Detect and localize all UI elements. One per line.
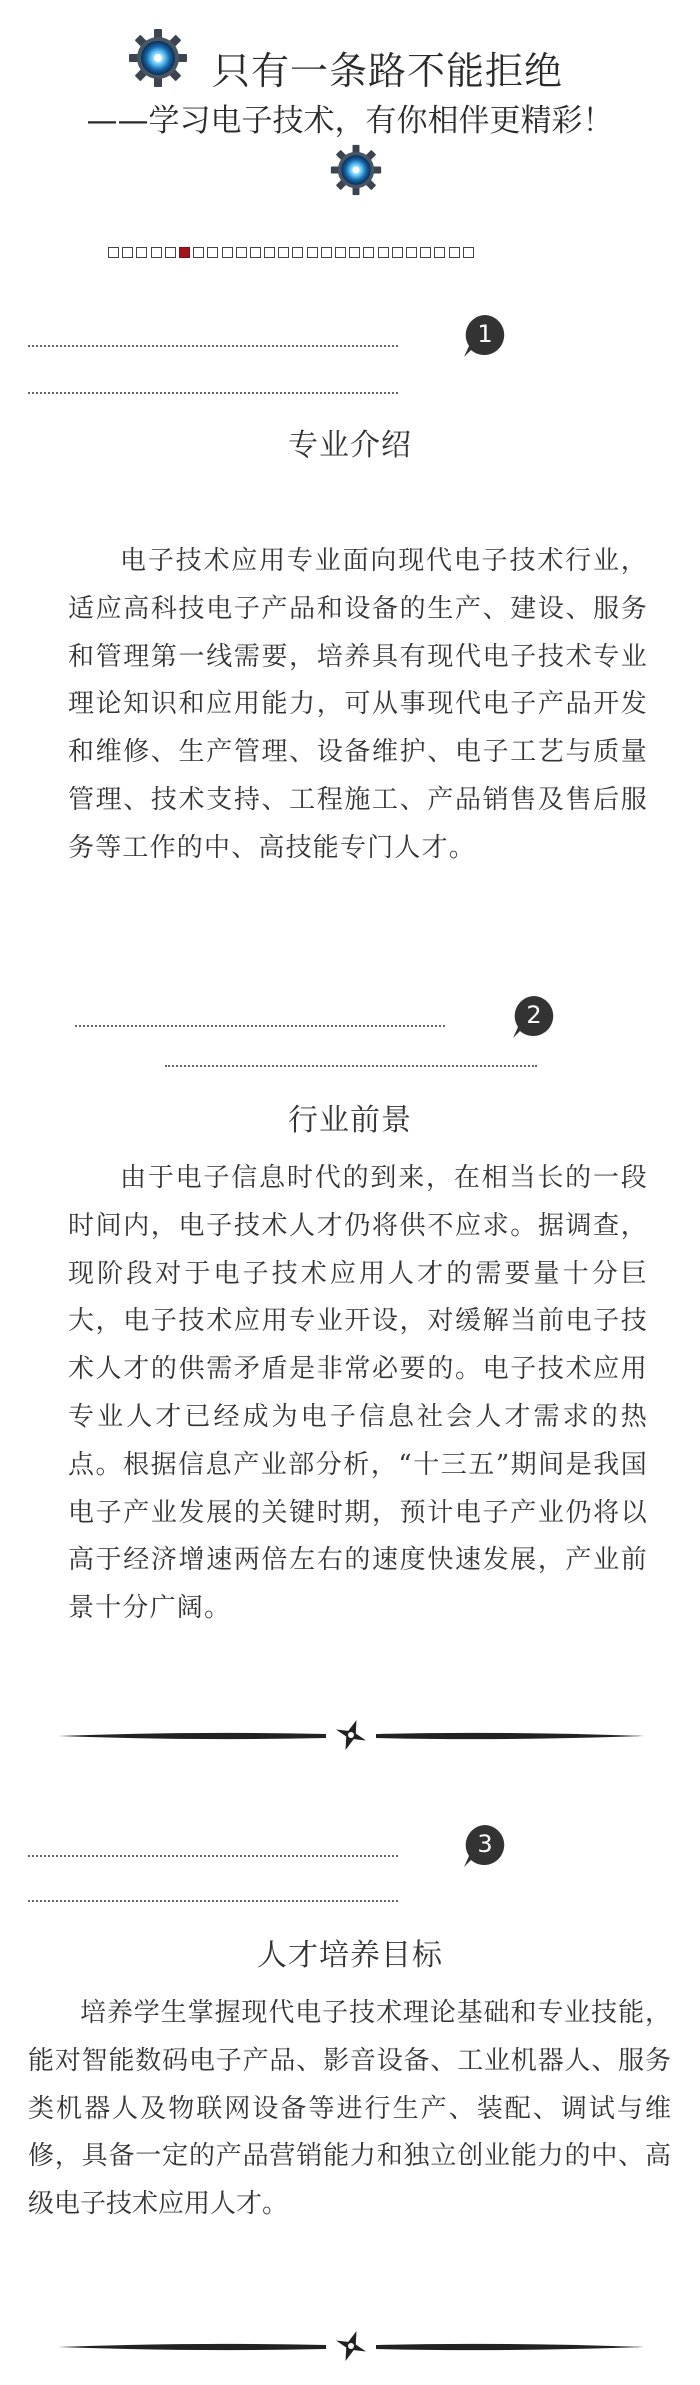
progress-dot: [236, 247, 247, 258]
progress-dot: [151, 247, 162, 258]
progress-dot: [250, 247, 261, 258]
dotted-divider: [75, 1025, 445, 1027]
progress-dot: [278, 247, 289, 258]
progress-dot: [193, 247, 204, 258]
page-title: 只有一条路不能拒绝: [212, 49, 564, 93]
small-gear-icon: [330, 144, 382, 196]
progress-dot: [222, 247, 233, 258]
progress-dot: [463, 247, 474, 258]
section-number-badge: [511, 994, 557, 1040]
dotted-divider: [28, 1900, 398, 1902]
progress-dot: [420, 247, 431, 258]
progress-dot: [406, 247, 417, 258]
progress-dot: [335, 247, 346, 258]
progress-dot: [392, 247, 403, 258]
progress-dot: [108, 247, 119, 258]
section-number: 2: [526, 1001, 542, 1029]
section-number: 3: [477, 1830, 493, 1858]
progress-dot: [136, 247, 147, 258]
page-subtitle: ——学习电子技术，有你相伴更精彩！: [86, 103, 614, 139]
section-number-badge: [462, 1823, 508, 1869]
progress-dot: [122, 247, 133, 258]
progress-dot: [378, 247, 389, 258]
dotted-divider: [28, 392, 398, 394]
section-heading: 人才培养目标: [257, 1938, 443, 1973]
progress-dot: [449, 247, 460, 258]
section-body: 培养学生掌握现代电子技术理论基础和专业技能，能对智能数码电子产品、影音设备、工业机器人、服务类机器人及物联网设备等进行生产、装配、调试与维修，具备一定的产品营销能力和独立创业能力的中、高级电子技术应用人才。: [28, 1998, 671, 2220]
dotted-divider: [28, 345, 398, 347]
progress-dot-active: [179, 247, 190, 258]
section-number-badge: [462, 313, 508, 359]
section-body: 由于电子信息时代的到来，在相当长的一段时间内，电子技术人才仍将供不应求。据调查，现阶段对于电子技术应用人才的需要量十分巨大，电子技术应用专业开设，对缓解当前电子技术人才的供需矛盾是非常必要的。电子技术应用专业人才已经成为电子信息社会人才需求的热点。根据信息产业部分析，“十三五”期间是我国电子产业发展的关键时期，预计电子产业仍将以高于经济增速两倍左右的速度快速发展，产业前景十分广阔。: [68, 1163, 648, 1624]
progress-dot: [264, 247, 275, 258]
section-heading: 行业前景: [288, 1103, 412, 1138]
section-heading: 专业介绍: [288, 428, 412, 463]
progress-dot: [292, 247, 303, 258]
ornament-divider: [58, 1717, 644, 1753]
progress-dot: [321, 247, 332, 258]
section-number: 1: [477, 320, 493, 348]
dotted-divider: [165, 1065, 537, 1067]
gear-icon: [128, 28, 188, 88]
ornament-divider: [58, 2328, 644, 2364]
progress-dot: [434, 247, 445, 258]
page-progress-dots: [108, 247, 474, 261]
dotted-divider: [28, 1855, 398, 1857]
progress-dot: [349, 247, 360, 258]
progress-dot: [363, 247, 374, 258]
progress-dot: [165, 247, 176, 258]
progress-dot: [307, 247, 318, 258]
progress-dot: [207, 247, 218, 258]
section-body: 电子技术应用专业面向现代电子技术行业，适应高科技电子产品和设备的生产、建设、服务和管理第一线需要，培养具有现代电子技术专业理论知识和应用能力，可从事现代电子产品开发和维修、生产管理、设备维护、电子工艺与质量管理、技术支持、工程施工、产品销售及售后服务等工作的中、高技能专门人才。: [68, 546, 648, 863]
title-row: [0, 18, 700, 93]
